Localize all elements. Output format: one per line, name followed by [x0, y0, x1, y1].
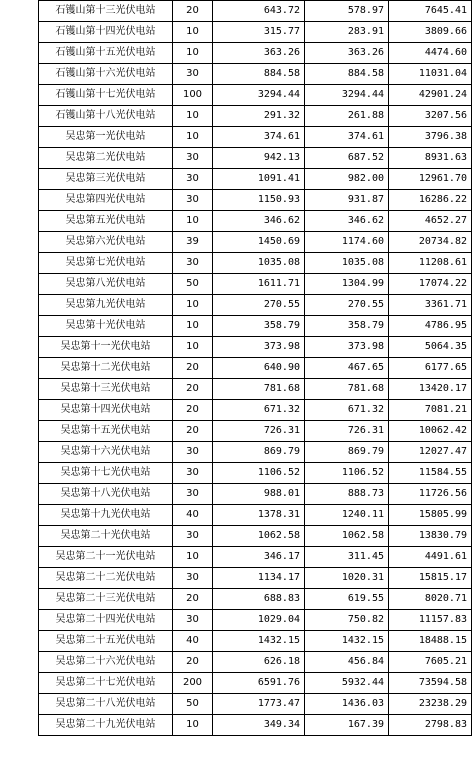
table-row	[39, 190, 472, 211]
station-name-cell: 吴忠第十八光伏电站	[39, 484, 173, 505]
value-col-2-cell: 1106.52	[305, 463, 389, 484]
value-col-2-cell: 888.73	[305, 484, 389, 505]
value-col-3-cell: 11726.56	[389, 484, 472, 505]
value-col-1-cell: 1106.52	[213, 463, 305, 484]
value-col-3-cell: 4474.60	[389, 43, 472, 64]
table-row	[39, 547, 472, 568]
value-col-2-cell: 311.45	[305, 547, 389, 568]
station-name-cell: 吴忠第二十六光伏电站	[39, 652, 173, 673]
station-name-cell: 吴忠第二十光伏电站	[39, 526, 173, 547]
value-col-2-cell: 750.82	[305, 610, 389, 631]
value-col-1-cell: 291.32	[213, 106, 305, 127]
capacity-cell: 30	[173, 148, 213, 169]
value-col-3-cell: 3809.66	[389, 22, 472, 43]
table-row	[39, 463, 472, 484]
value-col-1-cell: 688.83	[213, 589, 305, 610]
station-name-cell: 吴忠第一光伏电站	[39, 127, 173, 148]
capacity-cell: 30	[173, 169, 213, 190]
table-row	[39, 127, 472, 148]
station-name-cell: 吴忠第十四光伏电站	[39, 400, 173, 421]
value-col-2-cell: 283.91	[305, 22, 389, 43]
capacity-cell: 30	[173, 463, 213, 484]
value-col-1-cell: 726.31	[213, 421, 305, 442]
station-name-cell: 吴忠第九光伏电站	[39, 295, 173, 316]
value-col-3-cell: 8931.63	[389, 148, 472, 169]
capacity-cell: 200	[173, 673, 213, 694]
value-col-1-cell: 358.79	[213, 316, 305, 337]
value-col-2-cell: 781.68	[305, 379, 389, 400]
station-name-cell: 吴忠第十一光伏电站	[39, 337, 173, 358]
value-col-1-cell: 1611.71	[213, 274, 305, 295]
table-row	[39, 337, 472, 358]
capacity-cell: 30	[173, 442, 213, 463]
station-name-cell: 石镬山第十七光伏电站	[39, 85, 173, 106]
value-col-3-cell: 6177.65	[389, 358, 472, 379]
table-row	[39, 232, 472, 253]
value-col-1-cell: 1150.93	[213, 190, 305, 211]
station-name-cell: 吴忠第八光伏电站	[39, 274, 173, 295]
table-row	[39, 22, 472, 43]
value-col-2-cell: 363.26	[305, 43, 389, 64]
capacity-cell: 39	[173, 232, 213, 253]
value-col-1-cell: 942.13	[213, 148, 305, 169]
value-col-1-cell: 1134.17	[213, 568, 305, 589]
value-col-2-cell: 373.98	[305, 337, 389, 358]
value-col-2-cell: 671.32	[305, 400, 389, 421]
station-name-cell: 吴忠第三光伏电站	[39, 169, 173, 190]
value-col-3-cell: 18488.15	[389, 631, 472, 652]
value-col-1-cell: 1062.58	[213, 526, 305, 547]
value-col-1-cell: 640.90	[213, 358, 305, 379]
station-name-cell: 石镬山第十六光伏电站	[39, 64, 173, 85]
value-col-1-cell: 884.58	[213, 64, 305, 85]
station-name-cell: 吴忠第五光伏电站	[39, 211, 173, 232]
table-row	[39, 169, 472, 190]
station-name-cell: 吴忠第十六光伏电站	[39, 442, 173, 463]
value-col-2-cell: 270.55	[305, 295, 389, 316]
value-col-2-cell: 358.79	[305, 316, 389, 337]
value-col-1-cell: 1432.15	[213, 631, 305, 652]
value-col-1-cell: 1091.41	[213, 169, 305, 190]
value-col-3-cell: 20734.82	[389, 232, 472, 253]
table-row	[39, 379, 472, 400]
station-name-cell: 吴忠第二十五光伏电站	[39, 631, 173, 652]
value-col-2-cell: 1432.15	[305, 631, 389, 652]
value-col-1-cell: 626.18	[213, 652, 305, 673]
value-col-2-cell: 374.61	[305, 127, 389, 148]
station-name-cell: 吴忠第二十九光伏电站	[39, 715, 173, 736]
capacity-cell: 10	[173, 211, 213, 232]
capacity-cell: 10	[173, 337, 213, 358]
capacity-cell: 10	[173, 547, 213, 568]
table-row	[39, 274, 472, 295]
table-row	[39, 295, 472, 316]
value-col-3-cell: 4786.95	[389, 316, 472, 337]
capacity-cell: 20	[173, 379, 213, 400]
capacity-cell: 30	[173, 526, 213, 547]
value-col-1-cell: 869.79	[213, 442, 305, 463]
value-col-1-cell: 1035.08	[213, 253, 305, 274]
station-name-cell: 吴忠第二十八光伏电站	[39, 694, 173, 715]
capacity-cell: 50	[173, 274, 213, 295]
value-col-3-cell: 13830.79	[389, 526, 472, 547]
capacity-cell: 30	[173, 610, 213, 631]
value-col-1-cell: 315.77	[213, 22, 305, 43]
value-col-3-cell: 4652.27	[389, 211, 472, 232]
value-col-3-cell: 2798.83	[389, 715, 472, 736]
station-name-cell: 石镬山第十四光伏电站	[39, 22, 173, 43]
document-page	[38, 0, 471, 736]
table-row	[39, 526, 472, 547]
capacity-cell: 100	[173, 85, 213, 106]
capacity-cell: 40	[173, 631, 213, 652]
capacity-cell: 20	[173, 652, 213, 673]
value-col-2-cell: 1304.99	[305, 274, 389, 295]
table-row	[39, 715, 472, 736]
capacity-cell: 50	[173, 694, 213, 715]
station-name-cell: 吴忠第二十二光伏电站	[39, 568, 173, 589]
value-col-1-cell: 1773.47	[213, 694, 305, 715]
value-col-2-cell: 3294.44	[305, 85, 389, 106]
station-name-cell: 吴忠第二十一光伏电站	[39, 547, 173, 568]
table-row	[39, 421, 472, 442]
value-col-1-cell: 373.98	[213, 337, 305, 358]
capacity-cell: 20	[173, 589, 213, 610]
table-row	[39, 358, 472, 379]
capacity-cell: 10	[173, 106, 213, 127]
value-col-2-cell: 1062.58	[305, 526, 389, 547]
value-col-1-cell: 1378.31	[213, 505, 305, 526]
station-name-cell: 吴忠第十二光伏电站	[39, 358, 173, 379]
capacity-cell: 30	[173, 64, 213, 85]
value-col-3-cell: 4491.61	[389, 547, 472, 568]
value-col-2-cell: 5932.44	[305, 673, 389, 694]
value-col-3-cell: 15815.17	[389, 568, 472, 589]
value-col-3-cell: 7081.21	[389, 400, 472, 421]
table-row	[39, 211, 472, 232]
capacity-cell: 20	[173, 358, 213, 379]
value-col-2-cell: 578.97	[305, 1, 389, 22]
table-row	[39, 1, 472, 22]
value-col-1-cell: 643.72	[213, 1, 305, 22]
value-col-3-cell: 11031.04	[389, 64, 472, 85]
capacity-cell: 20	[173, 421, 213, 442]
value-col-3-cell: 16286.22	[389, 190, 472, 211]
value-col-3-cell: 17074.22	[389, 274, 472, 295]
value-col-3-cell: 3207.56	[389, 106, 472, 127]
value-col-2-cell: 1436.03	[305, 694, 389, 715]
value-col-3-cell: 23238.29	[389, 694, 472, 715]
value-col-2-cell: 982.00	[305, 169, 389, 190]
value-col-3-cell: 73594.58	[389, 673, 472, 694]
value-col-1-cell: 349.34	[213, 715, 305, 736]
value-col-2-cell: 869.79	[305, 442, 389, 463]
station-name-cell: 石镬山第十五光伏电站	[39, 43, 173, 64]
table-row	[39, 43, 472, 64]
value-col-2-cell: 456.84	[305, 652, 389, 673]
table-row	[39, 631, 472, 652]
value-col-1-cell: 346.17	[213, 547, 305, 568]
value-col-1-cell: 6591.76	[213, 673, 305, 694]
table-row	[39, 589, 472, 610]
capacity-cell: 10	[173, 43, 213, 64]
value-col-1-cell: 3294.44	[213, 85, 305, 106]
value-col-3-cell: 7605.21	[389, 652, 472, 673]
table-row	[39, 253, 472, 274]
value-col-2-cell: 261.88	[305, 106, 389, 127]
station-name-cell: 吴忠第十九光伏电站	[39, 505, 173, 526]
value-col-2-cell: 726.31	[305, 421, 389, 442]
table-row	[39, 64, 472, 85]
station-name-cell: 石镬山第十八光伏电站	[39, 106, 173, 127]
value-col-2-cell: 1240.11	[305, 505, 389, 526]
capacity-cell: 30	[173, 253, 213, 274]
capacity-cell: 10	[173, 316, 213, 337]
station-name-cell: 吴忠第二十七光伏电站	[39, 673, 173, 694]
table-row	[39, 568, 472, 589]
value-col-3-cell: 3361.71	[389, 295, 472, 316]
station-name-cell: 吴忠第十七光伏电站	[39, 463, 173, 484]
value-col-3-cell: 12027.47	[389, 442, 472, 463]
value-col-3-cell: 11157.83	[389, 610, 472, 631]
power-station-table	[38, 0, 472, 736]
value-col-3-cell: 11584.55	[389, 463, 472, 484]
value-col-1-cell: 781.68	[213, 379, 305, 400]
value-col-1-cell: 988.01	[213, 484, 305, 505]
value-col-2-cell: 884.58	[305, 64, 389, 85]
station-name-cell: 吴忠第十五光伏电站	[39, 421, 173, 442]
capacity-cell: 10	[173, 295, 213, 316]
value-col-1-cell: 671.32	[213, 400, 305, 421]
capacity-cell: 40	[173, 505, 213, 526]
station-name-cell: 吴忠第四光伏电站	[39, 190, 173, 211]
capacity-cell: 10	[173, 127, 213, 148]
station-name-cell: 吴忠第十三光伏电站	[39, 379, 173, 400]
value-col-2-cell: 346.62	[305, 211, 389, 232]
capacity-cell: 20	[173, 400, 213, 421]
value-col-2-cell: 1020.31	[305, 568, 389, 589]
table-row	[39, 400, 472, 421]
table-row	[39, 505, 472, 526]
station-name-cell: 吴忠第二十三光伏电站	[39, 589, 173, 610]
station-name-cell: 吴忠第二十四光伏电站	[39, 610, 173, 631]
table-row	[39, 673, 472, 694]
table-row	[39, 694, 472, 715]
value-col-3-cell: 10062.42	[389, 421, 472, 442]
value-col-1-cell: 270.55	[213, 295, 305, 316]
value-col-3-cell: 42901.24	[389, 85, 472, 106]
table-row	[39, 316, 472, 337]
table-row	[39, 652, 472, 673]
station-name-cell: 吴忠第十光伏电站	[39, 316, 173, 337]
value-col-3-cell: 7645.41	[389, 1, 472, 22]
value-col-2-cell: 1035.08	[305, 253, 389, 274]
station-name-cell: 吴忠第七光伏电站	[39, 253, 173, 274]
value-col-2-cell: 1174.60	[305, 232, 389, 253]
capacity-cell: 30	[173, 190, 213, 211]
value-col-1-cell: 346.62	[213, 211, 305, 232]
capacity-cell: 10	[173, 22, 213, 43]
value-col-2-cell: 167.39	[305, 715, 389, 736]
table-body	[39, 1, 472, 736]
value-col-2-cell: 687.52	[305, 148, 389, 169]
station-name-cell: 吴忠第二光伏电站	[39, 148, 173, 169]
table-row	[39, 106, 472, 127]
capacity-cell: 30	[173, 484, 213, 505]
value-col-2-cell: 467.65	[305, 358, 389, 379]
value-col-3-cell: 13420.17	[389, 379, 472, 400]
table-row	[39, 484, 472, 505]
table-row	[39, 148, 472, 169]
value-col-3-cell: 12961.70	[389, 169, 472, 190]
table-row	[39, 442, 472, 463]
value-col-3-cell: 8020.71	[389, 589, 472, 610]
value-col-1-cell: 363.26	[213, 43, 305, 64]
value-col-1-cell: 1450.69	[213, 232, 305, 253]
station-name-cell: 石镬山第十三光伏电站	[39, 1, 173, 22]
station-name-cell: 吴忠第六光伏电站	[39, 232, 173, 253]
table-row	[39, 85, 472, 106]
value-col-1-cell: 1029.04	[213, 610, 305, 631]
capacity-cell: 30	[173, 568, 213, 589]
value-col-1-cell: 374.61	[213, 127, 305, 148]
capacity-cell: 10	[173, 715, 213, 736]
value-col-2-cell: 619.55	[305, 589, 389, 610]
value-col-2-cell: 931.87	[305, 190, 389, 211]
capacity-cell: 20	[173, 1, 213, 22]
value-col-3-cell: 15805.99	[389, 505, 472, 526]
value-col-3-cell: 3796.38	[389, 127, 472, 148]
value-col-3-cell: 5064.35	[389, 337, 472, 358]
table-row	[39, 610, 472, 631]
value-col-3-cell: 11208.61	[389, 253, 472, 274]
